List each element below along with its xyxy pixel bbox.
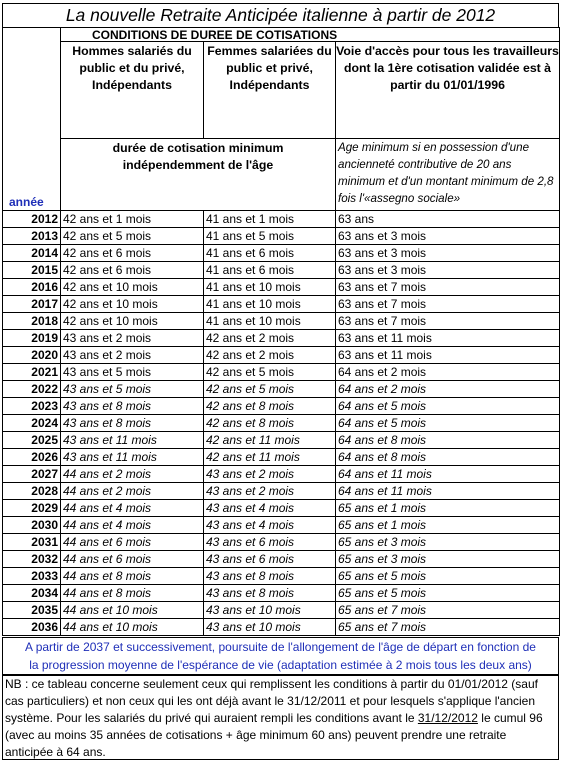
year-cell: 2014 xyxy=(3,245,61,262)
hommes-cell: 42 ans et 5 mois xyxy=(61,228,204,245)
year-cell: 2024 xyxy=(3,415,61,432)
femmes-cell: 41 ans et 10 mois xyxy=(204,296,336,313)
femmes-cell: 43 ans et 4 mois xyxy=(204,517,336,534)
table-row xyxy=(3,432,560,449)
voie-cell: 65 ans et 3 mois xyxy=(336,534,560,551)
table-row xyxy=(3,585,560,602)
hommes-cell: 44 ans et 4 mois xyxy=(61,500,204,517)
year-cell: 2026 xyxy=(3,449,61,466)
voie-cell: 64 ans et 5 mois xyxy=(336,415,560,432)
year-cell: 2015 xyxy=(3,262,61,279)
nb-date-underlined: 31/12/2012 xyxy=(417,711,478,725)
extension-note-line2: la progression moyenne de l'espérance de vie (adaptation estimée à 2 mois tous les deux ans) xyxy=(29,658,532,672)
year-cell: 2035 xyxy=(3,602,61,619)
year-cell: 2021 xyxy=(3,364,61,381)
year-header-cell xyxy=(3,28,61,211)
table-row xyxy=(3,568,560,585)
voie-cell: 63 ans xyxy=(336,211,560,228)
hommes-cell: 42 ans et 10 mois xyxy=(61,279,204,296)
femmes-cell: 43 ans et 10 mois xyxy=(204,602,336,619)
nb-text-part2: le cumul 96 (avec au moins 35 années de cotisations + âge minimum 60 ans) peuvent prendre une retraite anticipée à 64 ans. xyxy=(5,711,543,759)
year-cell: 2034 xyxy=(3,585,61,602)
table-row xyxy=(3,347,560,364)
voie-cell: 63 ans et 7 mois xyxy=(336,296,560,313)
year-cell: 2019 xyxy=(3,330,61,347)
hommes-cell: 43 ans et 2 mois xyxy=(61,330,204,347)
header-duree: durée de cotisation minimum indépendemment de l'âge xyxy=(61,139,336,211)
femmes-cell: 41 ans et 6 mois xyxy=(204,245,336,262)
voie-cell: 64 ans et 2 mois xyxy=(336,381,560,398)
femmes-cell: 43 ans et 6 mois xyxy=(204,551,336,568)
table-row xyxy=(3,381,560,398)
voie-cell: 65 ans et 5 mois xyxy=(336,585,560,602)
year-cell: 2031 xyxy=(3,534,61,551)
voie-cell: 63 ans et 7 mois xyxy=(336,313,560,330)
retirement-table xyxy=(2,27,560,636)
femmes-cell: 43 ans et 8 mois xyxy=(204,585,336,602)
hommes-cell: 43 ans et 8 mois xyxy=(61,398,204,415)
hommes-cell: 44 ans et 10 mois xyxy=(61,602,204,619)
table-row xyxy=(3,449,560,466)
year-cell: 2020 xyxy=(3,347,61,364)
extension-note xyxy=(2,637,559,675)
year-cell: 2022 xyxy=(3,381,61,398)
hommes-cell: 43 ans et 5 mois xyxy=(61,381,204,398)
header-age-min: Age minimum si en possession d'une ancienneté contributive de 20 ans minimum et d'un montant minimum de 2,8 fois l'«assegno sociale» xyxy=(336,139,560,211)
table-row xyxy=(3,330,560,347)
table-row xyxy=(3,517,560,534)
table-row xyxy=(3,483,560,500)
femmes-cell: 42 ans et 11 mois xyxy=(204,432,336,449)
year-cell: 2027 xyxy=(3,466,61,483)
voie-cell: 63 ans et 3 mois xyxy=(336,245,560,262)
femmes-cell: 42 ans et 2 mois xyxy=(204,330,336,347)
table-row xyxy=(3,415,560,432)
voie-cell: 63 ans et 11 mois xyxy=(336,347,560,364)
voie-cell: 63 ans et 3 mois xyxy=(336,228,560,245)
femmes-cell: 41 ans et 10 mois xyxy=(204,279,336,296)
year-cell: 2030 xyxy=(3,517,61,534)
voie-cell: 64 ans et 8 mois xyxy=(336,432,560,449)
femmes-cell: 41 ans et 10 mois xyxy=(204,313,336,330)
voie-cell: 64 ans et 2 mois xyxy=(336,364,560,381)
table-row xyxy=(3,534,560,551)
year-cell: 2033 xyxy=(3,568,61,585)
year-cell: 2018 xyxy=(3,313,61,330)
hommes-cell: 44 ans et 2 mois xyxy=(61,466,204,483)
table-row xyxy=(3,296,560,313)
year-cell: 2016 xyxy=(3,279,61,296)
table-row xyxy=(3,466,560,483)
year-cell: 2012 xyxy=(3,211,61,228)
year-cell: 2013 xyxy=(3,228,61,245)
table-row xyxy=(3,500,560,517)
year-cell: 2017 xyxy=(3,296,61,313)
voie-cell: 65 ans et 1 mois xyxy=(336,517,560,534)
table-row xyxy=(3,398,560,415)
hommes-cell: 44 ans et 6 mois xyxy=(61,551,204,568)
year-cell: 2023 xyxy=(3,398,61,415)
table-row xyxy=(3,602,560,619)
hommes-cell: 42 ans et 6 mois xyxy=(61,245,204,262)
voie-cell: 65 ans et 7 mois xyxy=(336,602,560,619)
femmes-cell: 42 ans et 5 mois xyxy=(204,364,336,381)
femmes-cell: 43 ans et 6 mois xyxy=(204,534,336,551)
hommes-cell: 44 ans et 4 mois xyxy=(61,517,204,534)
hommes-cell: 44 ans et 8 mois xyxy=(61,585,204,602)
year-cell: 2032 xyxy=(3,551,61,568)
femmes-cell: 43 ans et 4 mois xyxy=(204,500,336,517)
femmes-cell: 43 ans et 2 mois xyxy=(204,483,336,500)
femmes-cell: 41 ans et 1 mois xyxy=(204,211,336,228)
femmes-cell: 43 ans et 8 mois xyxy=(204,568,336,585)
hommes-cell: 42 ans et 6 mois xyxy=(61,262,204,279)
hommes-cell: 43 ans et 8 mois xyxy=(61,415,204,432)
hommes-cell: 43 ans et 11 mois xyxy=(61,449,204,466)
conditions-label: CONDITIONS DE DUREE DE COTISATIONS xyxy=(61,28,560,42)
table-row xyxy=(3,211,560,228)
table-row xyxy=(3,364,560,381)
hommes-cell: 43 ans et 11 mois xyxy=(61,432,204,449)
voie-cell: 65 ans et 1 mois xyxy=(336,500,560,517)
hommes-cell: 43 ans et 5 mois xyxy=(61,364,204,381)
femmes-cell: 41 ans et 5 mois xyxy=(204,228,336,245)
hommes-cell: 42 ans et 10 mois xyxy=(61,296,204,313)
nb-text-part1: NB : ce tableau concerne seulement ceux qui remplissent les conditions à partir du 01/01/2012 (sauf cas particuliers) et non ceux qui les ont déjà avant le 31/12/2011 et pour lesquels s'applique l'ancien système. Pour les salariés du privé qui auraient rempli les conditions avant le xyxy=(5,677,538,725)
table-row xyxy=(3,313,560,330)
table-row xyxy=(3,245,560,262)
voie-cell: 64 ans et 5 mois xyxy=(336,398,560,415)
femmes-cell: 42 ans et 8 mois xyxy=(204,415,336,432)
hommes-cell: 44 ans et 2 mois xyxy=(61,483,204,500)
table-row xyxy=(3,262,560,279)
voie-cell: 63 ans et 7 mois xyxy=(336,279,560,296)
table-row xyxy=(3,619,560,636)
hommes-cell: 42 ans et 10 mois xyxy=(61,313,204,330)
voie-cell: 64 ans et 11 mois xyxy=(336,483,560,500)
table-row xyxy=(3,228,560,245)
voie-cell: 65 ans et 3 mois xyxy=(336,551,560,568)
voie-cell: 63 ans et 11 mois xyxy=(336,330,560,347)
femmes-cell: 42 ans et 11 mois xyxy=(204,449,336,466)
femmes-cell: 43 ans et 2 mois xyxy=(204,466,336,483)
femmes-cell: 43 ans et 10 mois xyxy=(204,619,336,636)
hommes-cell: 43 ans et 2 mois xyxy=(61,347,204,364)
nb-note xyxy=(2,675,559,760)
femmes-cell: 41 ans et 6 mois xyxy=(204,262,336,279)
page-title: La nouvelle Retraite Anticipée italienne à partir de 2012 xyxy=(2,3,559,28)
hommes-cell: 44 ans et 6 mois xyxy=(61,534,204,551)
voie-cell: 64 ans et 8 mois xyxy=(336,449,560,466)
header-voie: Voie d'accès pour tous les travailleurs dont la 1ère cotisation validée est à partir du 01/01/1996 xyxy=(336,42,560,139)
year-cell: 2028 xyxy=(3,483,61,500)
table-row xyxy=(3,551,560,568)
voie-cell: 65 ans et 7 mois xyxy=(336,619,560,636)
femmes-cell: 42 ans et 8 mois xyxy=(204,398,336,415)
hommes-cell: 44 ans et 10 mois xyxy=(61,619,204,636)
header-femmes: Femmes salariées du public et privé, Indépendants xyxy=(204,42,336,139)
year-cell: 2036 xyxy=(3,619,61,636)
hommes-cell: 44 ans et 8 mois xyxy=(61,568,204,585)
hommes-cell: 42 ans et 1 mois xyxy=(61,211,204,228)
femmes-cell: 42 ans et 2 mois xyxy=(204,347,336,364)
year-cell: 2025 xyxy=(3,432,61,449)
voie-cell: 63 ans et 3 mois xyxy=(336,262,560,279)
year-cell: 2029 xyxy=(3,500,61,517)
femmes-cell: 42 ans et 5 mois xyxy=(204,381,336,398)
extension-note-line1: A partir de 2037 et successivement, poursuite de l'allongement de l'âge de départ en fonction de xyxy=(25,640,536,654)
table-row xyxy=(3,279,560,296)
voie-cell: 65 ans et 5 mois xyxy=(336,568,560,585)
header-hommes: Hommes salariés du public et du privé, Indépendants xyxy=(61,42,204,139)
year-header: année xyxy=(9,195,44,209)
voie-cell: 64 ans et 11 mois xyxy=(336,466,560,483)
